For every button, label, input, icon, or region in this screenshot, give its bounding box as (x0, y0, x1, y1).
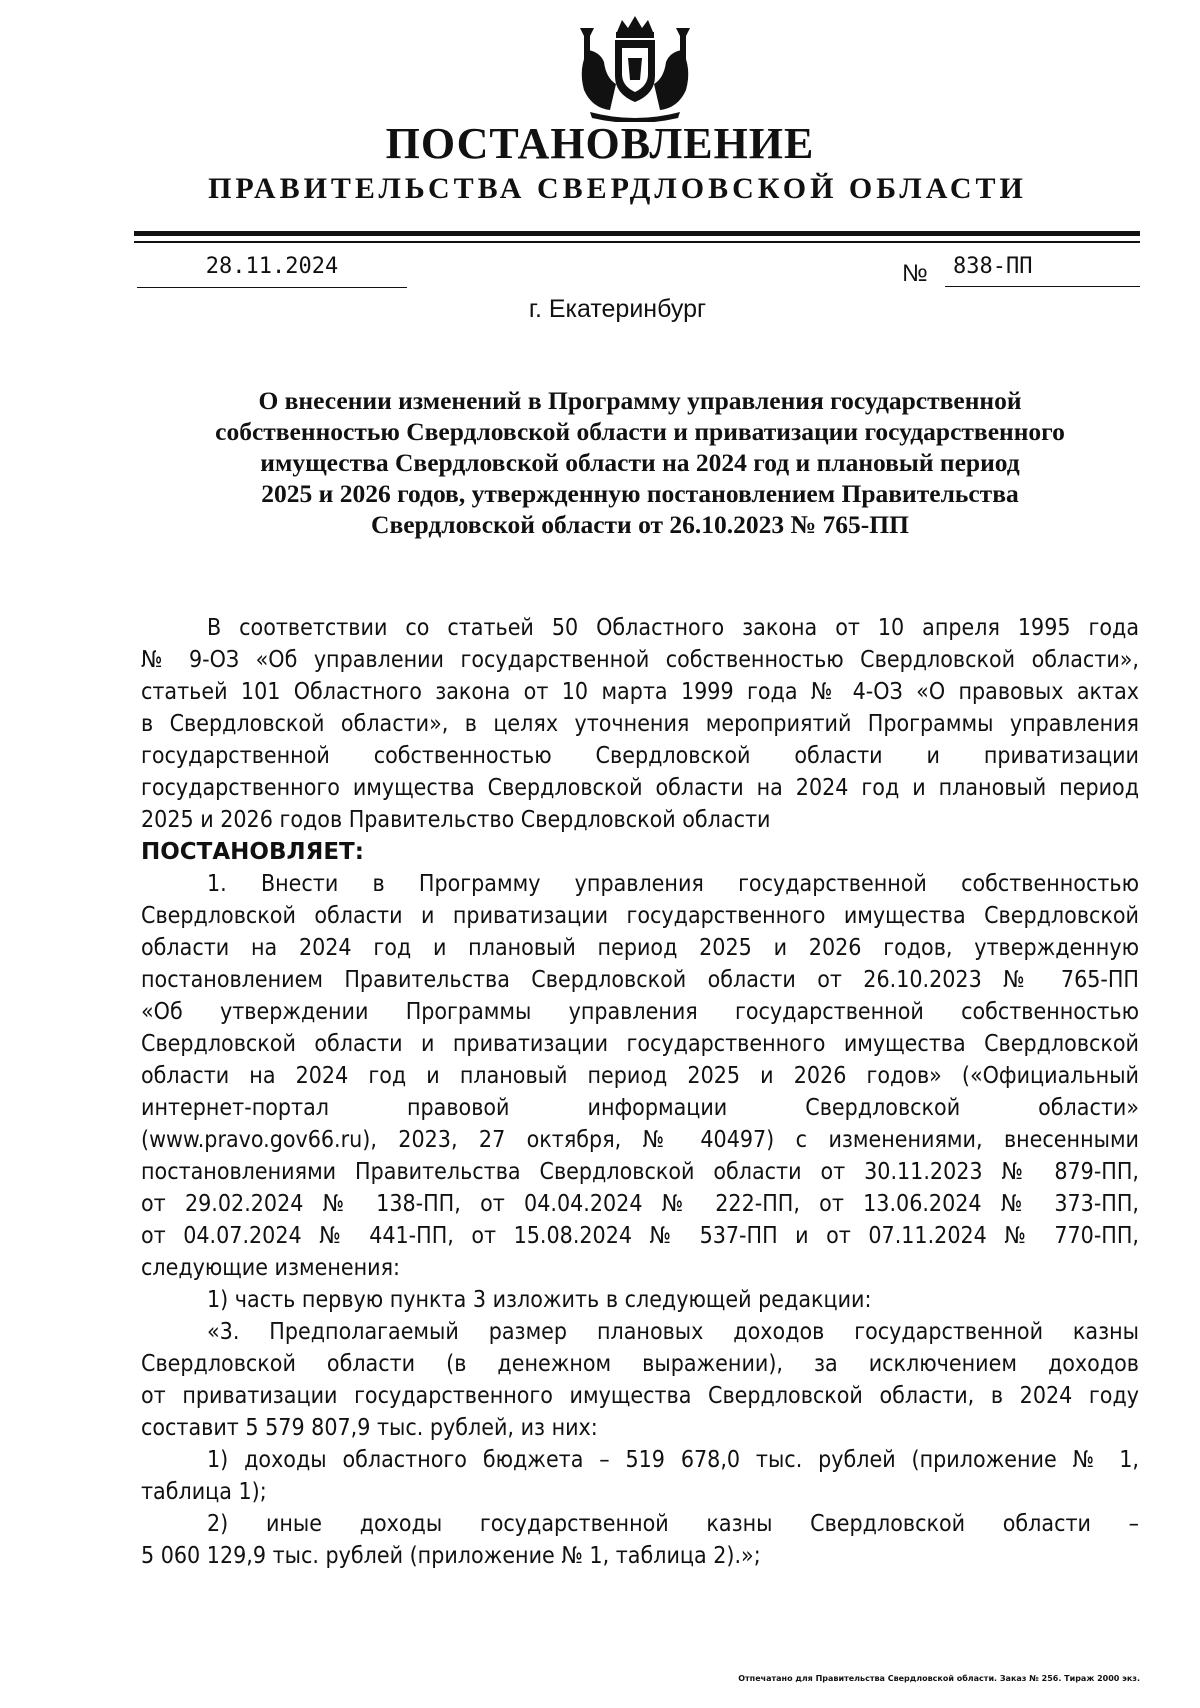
body-line: «Об утверждении Программы управления государственной собственностью (141, 999, 1139, 1025)
body-line: в Свердловской области», в целях уточнения мероприятий Программы управления (141, 711, 1139, 737)
body-line: от 29.02.2024 № 138-ПП, от 04.04.2024 № 222-ПП, от 13.06.2024 № 373-ПП, (141, 1191, 1139, 1217)
body-line: Свердловской области и приватизации государственного имущества Свердловской (141, 1031, 1139, 1057)
header-divider-thin (134, 241, 1140, 243)
number-label: № (902, 260, 928, 287)
heading-line: Свердловской области от 26.10.2023 № 765-ПП (371, 510, 909, 539)
document-date: 28.11.2024 (137, 252, 407, 288)
document-heading (140, 385, 1140, 540)
issue-city: г. Екатеринбург (528, 295, 707, 323)
document-type-title: ПОСТАНОВЛЕНИЕ (385, 119, 815, 168)
body-line: от приватизации государственного имущества Свердловской области, в 2024 году (141, 1383, 1139, 1409)
coat-of-arms-emblem (570, 14, 700, 122)
issuing-authority: ПРАВИТЕЛЬСТВА СВЕРДЛОВСКОЙ ОБЛАСТИ (208, 172, 1027, 205)
body-line: государственной собственностью Свердловской области и приватизации (141, 743, 1139, 769)
document-number: 838-ПП (945, 252, 1140, 287)
print-imprint: Отпечатано для Правительства Свердловской области. Заказ № 256. Тираж 2000 экз. (738, 1674, 1140, 1683)
body-line: 1. Внести в Программу управления государственной собственностью (207, 871, 1139, 897)
body-line: (www.pravo.gov66.ru), 2023, 27 октября, № 40497) с изменениями, внесенными (141, 1127, 1139, 1153)
body-line: составит 5 579 807,9 тыс. рублей, из них: (141, 1415, 598, 1441)
body-line: 5 060 129,9 тыс. рублей (приложение № 1, таблица 2).»; (141, 1543, 761, 1569)
body-line: «3. Предполагаемый размер плановых доходов государственной казны (207, 1319, 1139, 1345)
heading-line: 2025 и 2026 годов, утвержденную постановлением Правительства (261, 479, 1019, 508)
body-line: области на 2024 год и плановый период 2025 и 2026 годов» («Официальный (141, 1063, 1139, 1089)
resolution-keyword: ПОСТАНОВЛЯЕТ: (141, 839, 364, 865)
body-line: В соответствии со статьей 50 Областного закона от 10 апреля 1995 года (207, 615, 1139, 641)
heading-line: собственностью Свердловской области и приватизации государственного (215, 417, 1065, 446)
body-line: 2025 и 2026 годов Правительство Свердловской области (141, 807, 771, 833)
body-line: таблица 1); (141, 1479, 267, 1505)
body-line: Свердловской области (в денежном выражении), за исключением доходов (141, 1351, 1139, 1377)
body-line: Свердловской области и приватизации государственного имущества Свердловской (141, 903, 1139, 929)
heading-line: имущества Свердловской области на 2024 год и плановый период (260, 448, 1020, 477)
body-line: 1) доходы областного бюджета – 519 678,0 тыс. рублей (приложение № 1, (207, 1447, 1139, 1473)
body-line: постановлением Правительства Свердловской области от 26.10.2023 № 765-ПП (141, 967, 1139, 993)
body-line: № 9-ОЗ «Об управлении государственной собственностью Свердловской области», (141, 647, 1139, 673)
body-line: государственного имущества Свердловской области на 2024 год и плановый период (141, 775, 1139, 801)
body-line: 1) часть первую пункта 3 изложить в следующей редакции: (207, 1287, 872, 1313)
body-line: 2) иные доходы государственной казны Свердловской области – (207, 1511, 1139, 1537)
body-line: от 04.07.2024 № 441-ПП, от 15.08.2024 № 537-ПП и от 07.11.2024 № 770-ПП, (141, 1223, 1139, 1249)
body-line: следующие изменения: (141, 1255, 401, 1281)
body-line: интернет-портал правовой информации Свердловской области» (141, 1095, 1139, 1121)
body-line: области на 2024 год и плановый период 2025 и 2026 годов, утвержденную (141, 935, 1139, 961)
heading-line: О внесении изменений в Программу управления государственной (258, 386, 1022, 415)
body-line: статьей 101 Областного закона от 10 марта 1999 года № 4-ОЗ «О правовых актах (141, 679, 1139, 705)
header-divider-thick (134, 231, 1140, 236)
document-body (141, 612, 1139, 1572)
body-line: постановлениями Правительства Свердловской области от 30.11.2023 № 879-ПП, (141, 1159, 1139, 1185)
